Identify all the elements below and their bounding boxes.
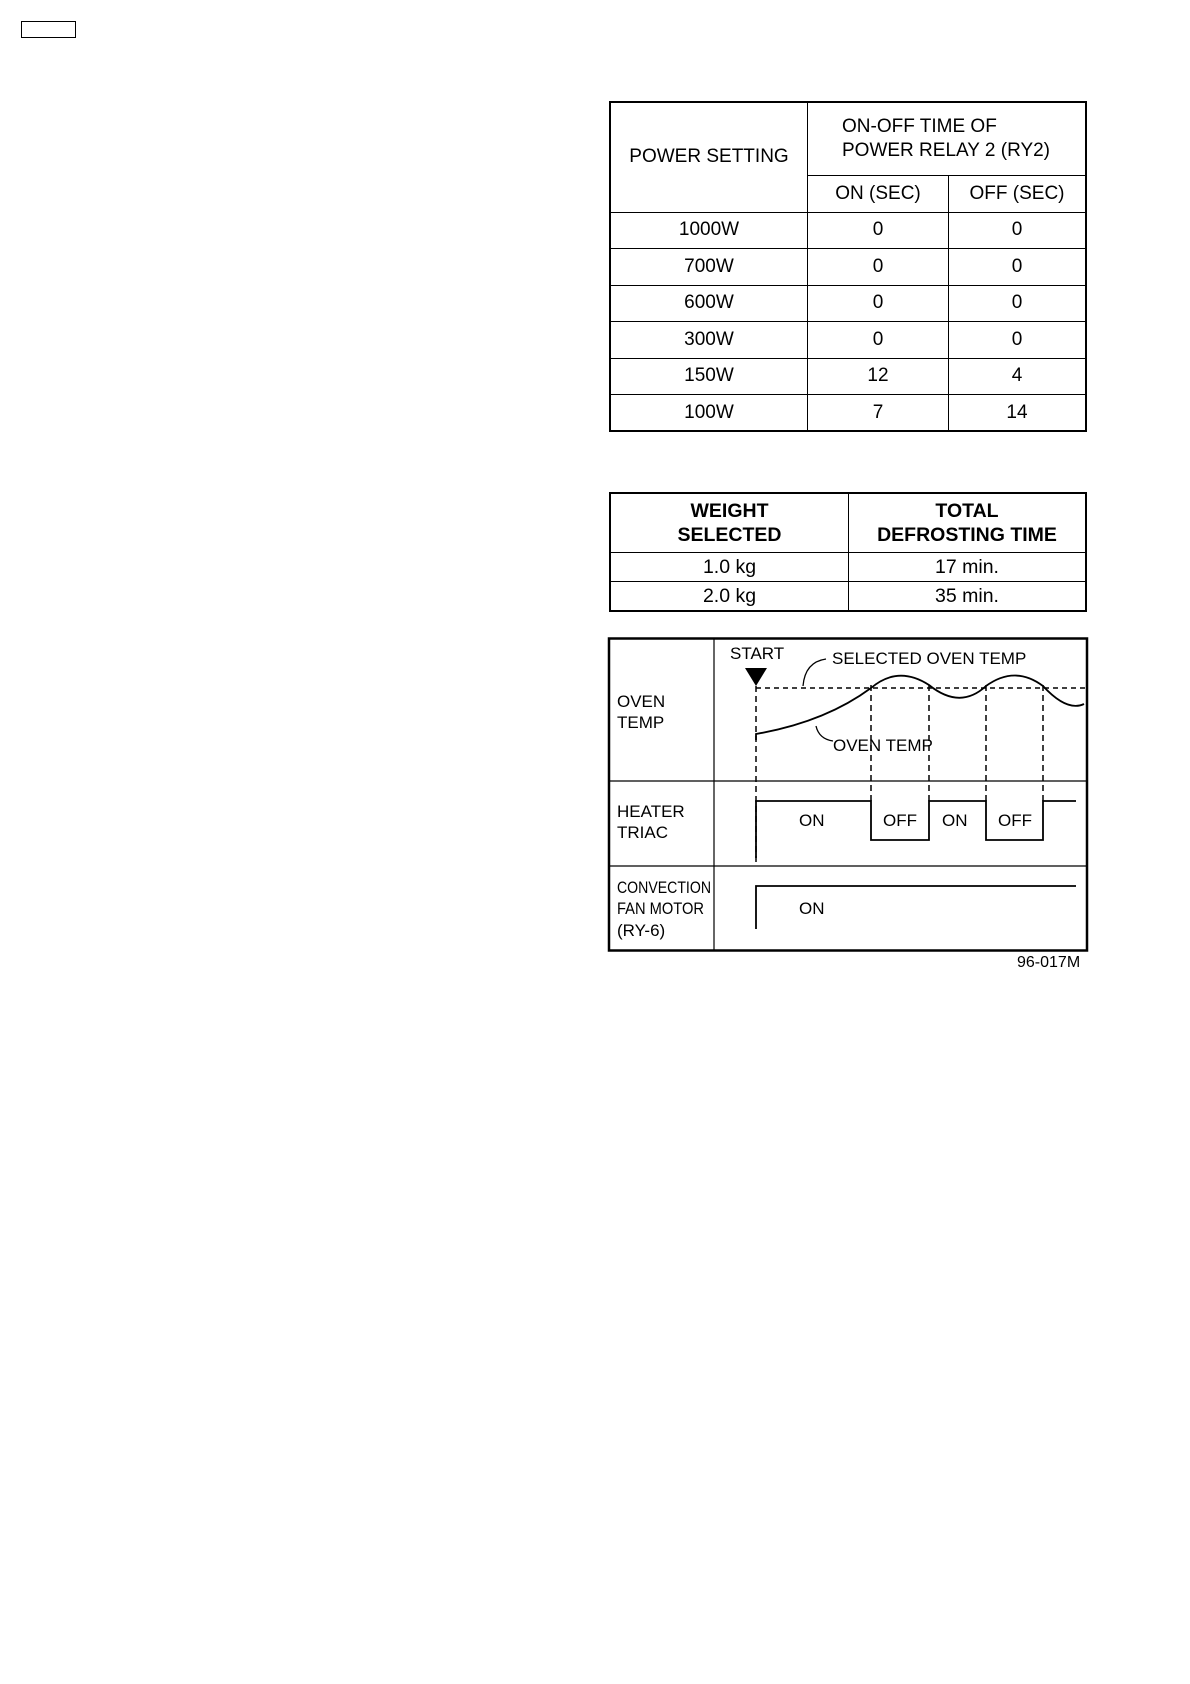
fan-label-1: CONVECTION (617, 878, 711, 897)
off-cell: 0 (949, 322, 1087, 359)
on-cell: 0 (808, 212, 949, 249)
table-row (610, 582, 1086, 612)
start-marker-icon (745, 668, 767, 686)
heater-state-2: OFF (883, 811, 917, 830)
weight-cell: 1.0 kg (610, 553, 849, 582)
fan-state: ON (799, 899, 825, 918)
power-setting-header: POWER SETTING (610, 102, 808, 212)
table-row (610, 285, 1086, 322)
oven-temp-curve (756, 676, 1084, 741)
power-relay-table (609, 101, 1087, 432)
heater-label-2: TRIAC (617, 823, 668, 842)
off-cell: 0 (949, 212, 1087, 249)
weight-header (610, 493, 849, 553)
on-cell: 0 (808, 322, 949, 359)
on-cell: 12 (808, 358, 949, 395)
fan-label-3: (RY-6) (617, 921, 666, 940)
oven-temp-pointer (816, 726, 833, 741)
defrost-time-header (849, 493, 1087, 553)
relay-header-line1: ON-OFF TIME OF (842, 115, 997, 137)
weight-cell: 2.0 kg (610, 582, 849, 612)
table-row (610, 322, 1086, 359)
table-row (610, 212, 1086, 249)
oven-temp-label-2: TEMP (617, 713, 665, 732)
time-cell: 35 min. (849, 582, 1087, 612)
weight-header-line2: SELECTED (677, 524, 782, 546)
on-cell: 0 (808, 249, 949, 286)
table-row (610, 395, 1086, 432)
fan-label-2: FAN MOTOR (617, 899, 704, 918)
oven-temp-curve-label: OVEN TEMP (833, 736, 933, 755)
on-cell: 0 (808, 285, 949, 322)
power-cell: 600W (610, 285, 808, 322)
oven-temp-label-1: OVEN (617, 692, 666, 711)
relay-timing-header (808, 102, 1087, 175)
heater-state-1: ON (799, 811, 825, 830)
relay-header-line2: POWER RELAY 2 (RY2) (842, 139, 1051, 161)
heater-state-4: OFF (998, 811, 1032, 830)
power-cell: 700W (610, 249, 808, 286)
weight-header-line1: WEIGHT (690, 500, 769, 522)
table-row (610, 553, 1086, 582)
figure-code: 96-017M (1017, 954, 1081, 971)
on-sec-header: ON (SEC) (808, 175, 949, 212)
power-cell: 300W (610, 322, 808, 359)
heater-label-1: HEATER (617, 802, 685, 821)
selected-temp-pointer (803, 659, 826, 686)
page-tag-box (21, 21, 76, 38)
off-sec-header: OFF (SEC) (949, 175, 1087, 212)
timing-chart (600, 630, 1100, 960)
power-cell: 100W (610, 395, 808, 432)
time-header-line1: TOTAL (935, 500, 999, 522)
time-header-line2: DEFROSTING TIME (877, 524, 1057, 546)
timing-guides (756, 685, 1043, 866)
on-cell: 7 (808, 395, 949, 432)
selected-temp-label: SELECTED OVEN TEMP (832, 649, 1027, 668)
table-row (610, 249, 1086, 286)
time-cell: 17 min. (849, 553, 1087, 582)
start-label: START (730, 644, 785, 663)
power-cell: 150W (610, 358, 808, 395)
off-cell: 14 (949, 395, 1087, 432)
power-cell: 1000W (610, 212, 808, 249)
off-cell: 4 (949, 358, 1087, 395)
defrost-time-table (609, 492, 1087, 612)
heater-state-3: ON (942, 811, 968, 830)
table-row (610, 358, 1086, 395)
off-cell: 0 (949, 285, 1087, 322)
off-cell: 0 (949, 249, 1087, 286)
